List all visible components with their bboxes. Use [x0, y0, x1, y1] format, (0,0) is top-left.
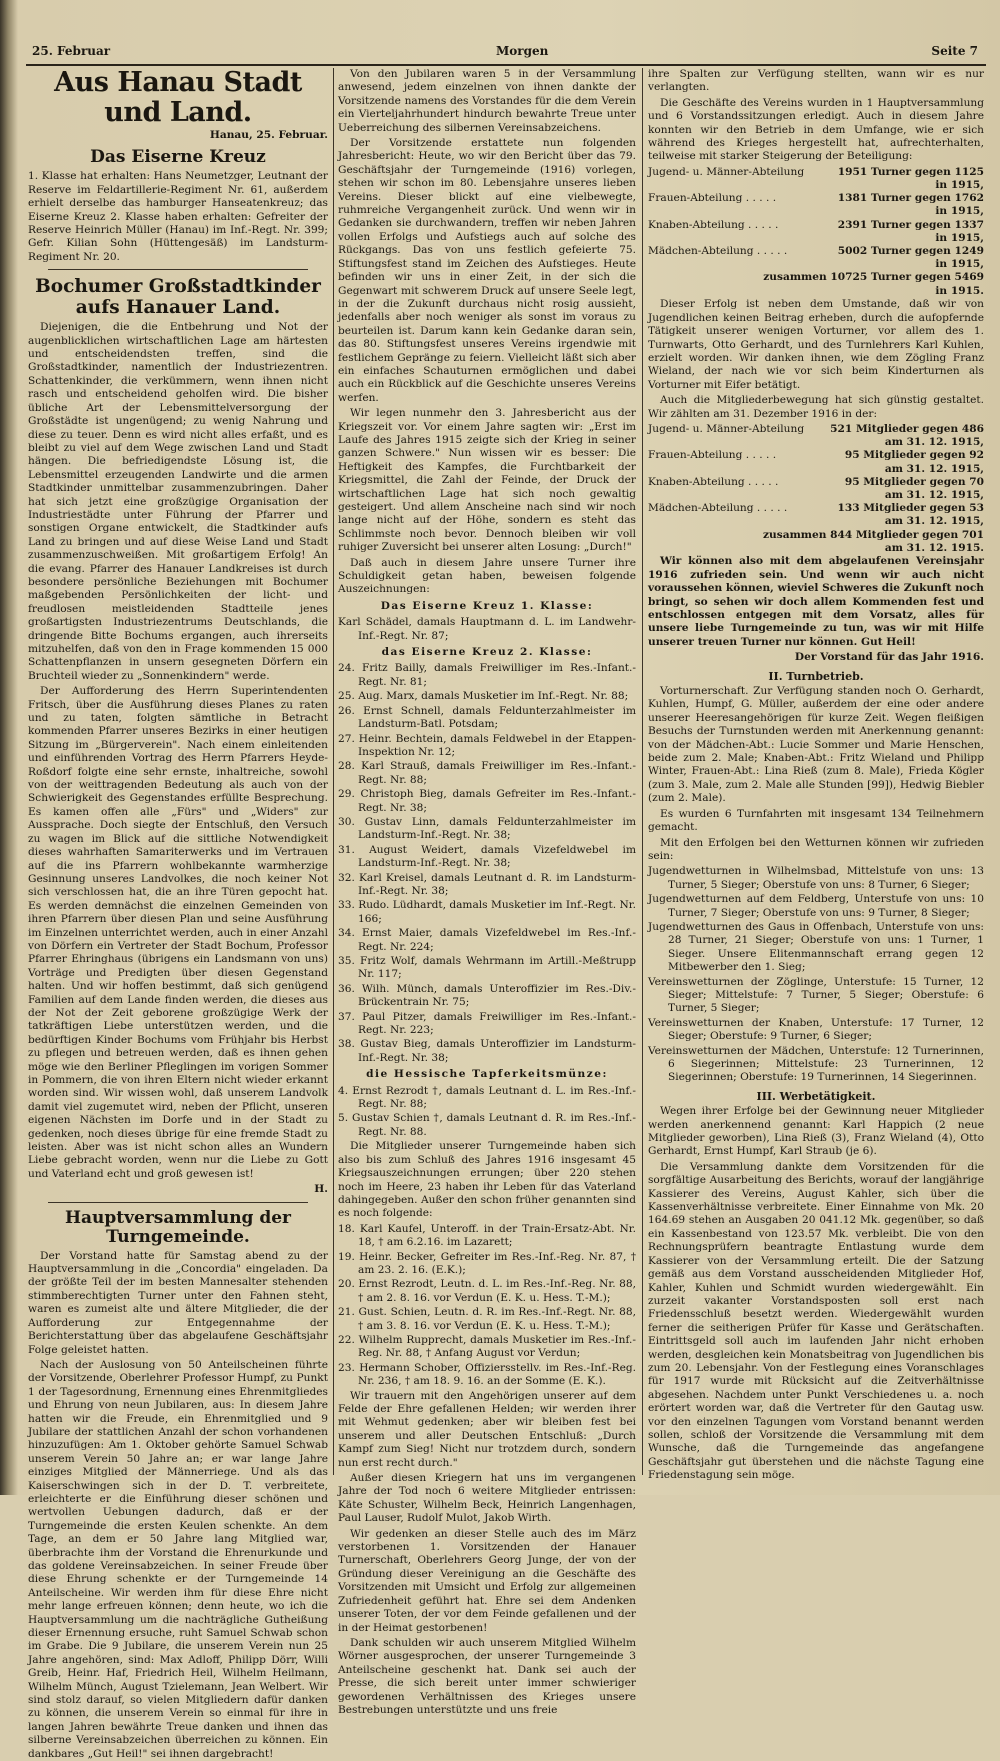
article-text: Von den Jubilaren waren 5 in der Versammlung anwesend, jedem einzelnen von ihnen dankte der Vorsitzende namens des Vorstandes für die dem Verein ein Vierteljahrhundert hindurch bewahrte Treue unter Ueberreichung des silbernen Vereinsabzeichens. [338, 68, 636, 134]
table-cell-note: in 1915, [935, 231, 984, 244]
section-heading-werbetaetigkeit: III. Werbetätigkeit. [756, 1089, 876, 1103]
stats-total-note: in 1915. [935, 284, 984, 297]
article-text: Daß auch in diesem Jahre unsere Turner ihre Schuldigkeit getan haben, beweisen folgende Auszeichnungen: [338, 556, 636, 596]
list-item: 19. Heinr. Becker, Gefreiter im Res.-Inf.-Reg. Nr. 87, † am 23. 2. 16. (E.K.); [338, 1250, 636, 1276]
article-text: Mit den Erfolgen bei den Wetturnen können wir zufrieden sein: [648, 836, 984, 862]
stats-table-mitglieder [648, 423, 984, 529]
table-row [648, 179, 984, 192]
stats-total-note: am 31. 12. 1915. [884, 541, 984, 554]
divider [48, 269, 308, 270]
list-item: Jugendwetturnen auf dem Feldberg, Unterstufe von uns: 10 Turner, 7 Sieger; Oberstufe von uns: 9 Turner, 8 Sieger; [648, 893, 984, 919]
article-text: Nach der Auslosung von 50 Anteilscheinen führte der Vorsitzende, Oberlehrer Professor Humpf, zu Punkt 1 der Tagesordnung, Ernennung eines Ehrenmitgliedes und Ehrung von neun Jubilaren, aus: In diesem Jahre hatten wir die Freude, ein Ehrenmitglied und 9 Jubilare der stattlichen Anzahl der schon vorhandenen hinzuzufügen: Am 1. Oktober gehörte Samuel Schwab unserem Verein 50 Jahre an; er war lange Jahre einziges Mitglied der Männerriege. Und als das Kaiserschwingen sich in der D. T. verbreitete, erleichterte er die Einführung dieser schönen und wertvollen Uebungen dadurch, daß er der Turngemeinde die ersten Keulen schenkte. An dem Tage, an dem er 50 Jahre lang Mitglied war, überbrachte ihm der Vorstand die Ehrenurkunde und das goldene Vereinsabzeichen. In seiner Freude über diese Ehrung schenkte er der Turngemeinde 14 Anteilscheine. Wir werden ihm für diese Ehre nicht mehr lange erfreuen können; denn heute, wo ich die Hauptversammlung um die nachträgliche Gutheißung dieser Ernennung ersuche, ruht Samuel Schwab schon im Grabe. Die 9 Jubilare, die unserem Verein nun 25 Jahre angehören, sind: Max Adloff, Philipp Dörr, Willi Greib, Heinr. Haf, Friedrich Heil, Wilhelm Heilmann, Wilhelm Münch, August Tzielemann, Jean Welbert. Wir sind stolz darauf, so vielen Mitgliedern dafür danken zu können, die unserem Verein so einmal für ihre in langen Jahren bewährte Treue danken und ihnen das silberne Vereinsabzeichen überreichen zu können. Ein dankbares „Gut Heil!" sei ihnen dargebracht! [28, 1358, 328, 1760]
table-cell-note: am 31. 12. 1915, [884, 436, 984, 449]
table-cell-value: 521 Mitglieder gegen 486 [830, 422, 984, 435]
list-item: 26. Ernst Schnell, damals Feldunterzahlmeister im Landsturm-Batl. Potsdam; [338, 704, 636, 731]
header-date: 25. Februar [32, 44, 111, 58]
table-cell-value: 133 Mitglieder gegen 53 [837, 502, 984, 515]
article-text: 1. Klasse hat erhalten: Hans Neumetzger, Leutnant der Reserve im Feldartillerie-Regiment Nr. 61, außerdem erhielt derselbe das hamburger Hanseatenkreuz; das Eiserne Kreuz 2. Klasse haben erhalten: Gefreiter der Reserve Heinrich Müller (Hanau) im Inf.-Regt. Nr. 399; Gefr. Kilian Sohn (Hüttengesäß) im Landsturm-Regiment Nr. 20. [28, 170, 328, 263]
table-cell-label: Frauen-Abteilung . . . . . [648, 449, 777, 462]
table-cell-label: Frauen-Abteilung . . . . . [648, 192, 777, 205]
list-item: 27. Heinr. Bechtein, damals Feldwebel in der Etappen-Inspektion Nr. 12; [338, 732, 636, 758]
dateline: Hanau, 25. Februar. [209, 129, 328, 141]
article-text: Dieser Erfolg ist neben dem Umstande, daß wir von Jugendlichen keinen Beitrag erheben, durch die aufopfernde Tätigkeit unserer wenigen Vorturner, vor allem des 1. Turnwarts, Otto Gerhardt, und des Turnlehrers Karl Kuhlen, erzielt worden. Wir danken ihnen, wie dem Zögling Franz Wieland, der nach wie vor sich beim Kinderturnen als Vorturner mit Eifer betätigt. [648, 298, 984, 391]
table-cell-value: 1951 Turner gegen 1125 [837, 165, 984, 178]
table-cell-value: 1381 Turner gegen 1762 [837, 192, 984, 205]
table-row [648, 192, 984, 205]
table-cell-label: Jugend- u. Männer-Abteilung [648, 165, 805, 178]
table-row [648, 232, 984, 245]
table-cell-note: am 31. 12. 1915, [884, 515, 984, 528]
article-title-turngemeinde: Hauptversammlung der Turngemeinde. [64, 1207, 292, 1247]
list-item: 35. Fritz Wolf, damals Wehrmann im Artill.-Meßtrupp Nr. 117; [338, 955, 636, 981]
table-row [648, 205, 984, 218]
list-item: 23. Hermann Schober, Offiziersstellv. im Res.-Inf.-Reg. Nr. 236, † am 18. 9. 16. an der Somme (E. K.). [338, 1361, 636, 1388]
stats-table-turner [648, 166, 984, 272]
list-item: 30. Gustav Linn, damals Feldunterzahlmeister im Landsturm-Inf.-Regt. Nr. 38; [338, 815, 636, 842]
list-item: 34. Ernst Maier, damals Vizefeldwebel im Res.-Inf.-Regt. Nr. 224; [338, 927, 636, 953]
table-cell-note: in 1915, [935, 179, 984, 192]
table-row [648, 502, 984, 515]
article-title-bochum: Bochumer Großstadtkinder aufs Hanauer Land. [35, 276, 321, 319]
stats-total: zusammen 10725 Turner gegen 5469 [763, 271, 984, 284]
list-item: 18. Karl Kaufel, Unteroff. in der Train-Ersatz-Abt. Nr. 18, † am 6.2.16. im Lazarett; [338, 1222, 636, 1249]
list-item: 38. Gustav Bieg, damals Unteroffizier im Landsturm-Inf.-Regt. Nr. 38; [338, 1038, 636, 1064]
table-cell-label: Jugend- u. Männer-Abteilung [648, 422, 805, 435]
table-cell-note: in 1915, [935, 205, 984, 218]
table-cell-note: am 31. 12. 1915, [884, 462, 984, 475]
table-row [648, 219, 984, 232]
table-row [648, 436, 984, 449]
article-text: Die Mitglieder unserer Turngemeinde haben sich also bis zum Schluß des Jahres 1916 insgesamt 45 Kriegsauszeichnungen errungen; über 220 stehen noch im Heere, 23 haben ihr Leben für das Vaterland dahingegeben. Außer den schon früher genannten sind es noch folgende: [338, 1140, 636, 1220]
list-item: 24. Fritz Bailly, damals Freiwilliger im Res.-Infant.-Regt. Nr. 81; [338, 662, 636, 688]
article-text: Außer diesen Kriegern hat uns im vergangenen Jahre der Tod noch 6 weitere Mitglieder entrissen: Käte Schuster, Wilhelm Beck, Heinrich Langenhagen, Paul Lauser, Rudolf Mulot, Jakob Wirth. [338, 1472, 636, 1525]
stats-total: zusammen 844 Mitglieder gegen 701 [763, 528, 984, 541]
article-text: Die Versammlung dankte dem Vorsitzenden für die sorgfältige Ausarbeitung des Berichts, worauf der langjährige Kassierer des Vereins, August Kahler, sich über die Kassenverhältnisse verbreitete. Einer Einnahme von Mk. 20 164.69 stehen an Ausgaben 20 041.12 Mk. gegenüber, so daß ein Kassenbestand von 123.57 Mk. verbleibt. Die von den Rechnungsprüfern beantragte Entlastung wurde dem Kassierer von der Versammlung erteilt. Die der Satzung gemäß aus dem Vorstand ausscheidenden Mitglieder Hof, Kahler, Kuhlen und Schmidt wurden wiedergewählt. Ein zurzeit vakanter Vorstandsposten soll erst nach Friedensschluß besetzt werden. Wiedergewählt wurden ferner die seitherigen Prüfer für Kasse und Gerätschaften. Eintrittsgeld soll auch im laufenden Jahr nicht erhoben werden, desgleichen kein Monatsbeitrag von Jugendlichen bis zum 20. Lebensjahr. Von der Festlegung eines Voranschlages für 1917 wurde mit Rücksicht auf die Zeitverhältnisse abgesehen. Nachdem unter Punkt Verschiedenes u. a. noch erörtert worden war, daß die Vertreter für den Gautag usw. vor den einzelnen Tagungen vom Vorstand benannt werden sollen, schloß der Vorsitzende die Versammlung mit dem Wunsche, daß die Turngemeinde das angefangene Geschäftsjahr gut überstehen und die nächste Tagung eine Friedenstagung sein möge. [648, 1160, 984, 1482]
article-text: Wir trauern mit den Angehörigen unserer auf dem Felde der Ehre gefallenen Helden; wir werden ihrer mit Wehmut gedenken; aber wir bleiben fest bei unserem und aller Deutschen Entschluß: „Durch Kampf zum Sieg! Nicht nur trotzdem durch, sondern nun erst recht durch." [338, 1389, 636, 1469]
article-text: Vorturnerschaft. Zur Verfügung standen noch O. Gerhardt, Kuhlen, Humpf, G. Müller, außerdem der eine oder andere unserer Heeresangehörigen für kurze Zeit. Wegen fleißigen Besuchs der Turnstunden werden mit Anerkennung genannt: von der Mädchen-Abt.: Lucie Sommer und Marie Henschen, beide zum 2. Male; Knaben-Abt.: Fritz Wieland und Philipp Winter, Frauen-Abt.: Lina Rieß (zum 8. Male), Frieda Kögler (zum 3. Male, zum 2. Male alle Stunden [99]), Hedwig Biebler (zum 2. Male). [648, 685, 984, 805]
section-masthead: Aus Hanau Stadt und Land. [54, 67, 302, 128]
list-item: Karl Schädel, damals Hauptmann d. L. im Landwehr-Inf.-Regt. Nr. 87; [338, 616, 636, 642]
article-text: Auch die Mitgliederbewegung hat sich günstig gestaltet. Wir zählten am 31. Dezember 1916 in der: [648, 394, 984, 420]
header-page-number: Seite 7 [931, 44, 978, 58]
award-list [338, 662, 636, 1065]
table-cell-value: 95 Mitglieder gegen 92 [844, 449, 984, 462]
table-row [648, 166, 984, 179]
list-item: 33. Rudo. Lüdhardt, damals Musketier im Inf.-Regt. Nr. 166; [338, 899, 636, 925]
list-item: Vereinswetturnen der Knaben, Unterstufe: 17 Turner, 12 Sieger; Oberstufe: 9 Turner, 6 Sieger; [648, 1016, 984, 1043]
table-cell-value: 5002 Turner gegen 1249 [837, 245, 984, 258]
page-header [26, 40, 986, 66]
list-item: Vereinswetturnen der Zöglinge, Unterstufe: 15 Turner, 12 Sieger; Mittelstufe: 7 Turner, 5 Sieger; Oberstufe: 6 Turner, 5 Sieger; [648, 975, 984, 1015]
column-1 [28, 67, 328, 1760]
column-3 [648, 68, 984, 1482]
table-cell-value: 95 Mitglieder gegen 70 [844, 475, 984, 488]
article-text: Die Geschäfte des Vereins wurden in 1 Hauptversammlung und 6 Vorstandssitzungen erledigt. Auch in diesem Jahre konnten wir den Betrieb in dem Umfange, wie er sich während des Krieges hergestellt hat, aufrechterhalten, teilweise mit starker Steigerung der Beteiligung: [648, 96, 984, 163]
column-separator [333, 68, 334, 1475]
article-text: Der Vorstand hatte für Samstag abend zu der Hauptversammlung in die „Concordia" eingeladen. Da der größte Teil der im besten Mannesalter stehenden stimmberechtigten Turner unter den Fahnen steht, waren es zumeist alte und ältere Mitglieder, die der Aufforderung zur Entgegennahme der Berichterstattung über das abgelaufene Geschäftsjahr Folge geleistet hatten. [28, 1249, 328, 1356]
table-cell-label: Mädchen-Abteilung . . . . . [648, 502, 788, 515]
award-heading: das Eiserne Kreuz 2. Klasse: [381, 646, 593, 659]
column-2 [338, 68, 636, 1716]
table-cell-note: in 1915, [935, 258, 984, 271]
list-item: 5. Gustav Schien †, damals Leutnant d. R. im Res.-Inf.-Regt. Nr. 88. [338, 1112, 636, 1138]
article-text: Es wurden 6 Turnfahrten mit insgesamt 134 Teilnehmern gemacht. [648, 807, 984, 834]
fallen-list [338, 1223, 636, 1389]
list-item: 37. Paul Pitzer, damals Freiwilliger im Res.-Infant.-Regt. Nr. 223; [338, 1010, 636, 1037]
table-row [648, 515, 984, 528]
table-cell-value: 2391 Turner gegen 1337 [837, 218, 984, 231]
table-row [648, 245, 984, 258]
article-text: Wir können also mit dem abgelaufenen Vereinsjahr 1916 zufrieden sein. Und wenn wir auch nicht voraussehen können, wieviel Schweres die Zukunft noch bringt, so sehen wir doch allem Kommenden fest und entschlossen entgegen mit dem Vorsatz, alles für unsere liebe Turngemeinde zu tun, was wir mit Hilfe unserer treuen Turner nur können. Gut Heil! [648, 555, 984, 648]
section-heading-turnbetrieb: II. Turnbetrieb. [768, 669, 864, 683]
list-item: 32. Karl Kreisel, damals Leutnant d. R. im Landsturm-Inf.-Regt. Nr. 38; [338, 871, 636, 897]
article-text: Wegen ihrer Erfolge bei der Gewinnung neuer Mitglieder werden anerkennend genannt: Karl Happich (2 neue Mitglieder geworben), Lina Rieß (3), Franz Wieland (4), Otto Gerhardt, Ernst Humpf, Karl Straub (je 6). [648, 1105, 984, 1158]
list-item: 20. Ernst Rezrodt, Leutn. d. L. im Res.-Inf.-Reg. Nr. 88, † am 2. 8. 16. vor Verdun (E. K. u. Hess. T.-M.); [338, 1278, 636, 1304]
article-text: Dank schulden wir auch unserem Mitglied Wilhelm Wörner ausgesprochen, der unserer Turngemeinde 3 Anteilscheine geschenkt hat. Dank sei auch der Presse, die sich bereit unter immer schwieriger gewordenen Verhältnissen des Krieges unsere Bestrebungen unterstützte und uns freie [338, 1636, 636, 1716]
list-item: 28. Karl Strauß, damals Freiwilliger im Res.-Infant.-Regt. Nr. 88; [338, 760, 636, 786]
table-row [648, 489, 984, 502]
article-text: ihre Spalten zur Verfügung stellten, wann wir es nur verlangten. [648, 68, 984, 94]
list-item: 25. Aug. Marx, damals Musketier im Inf.-Regt. Nr. 88; [338, 690, 629, 703]
list-item: Jugendwetturnen in Wilhelmsbad, Mittelstufe von uns: 13 Turner, 5 Sieger; Oberstufe von uns: 8 Turner, 6 Sieger; [648, 865, 984, 891]
list-item: 29. Christoph Bieg, damals Gefreiter im Res.-Infant.-Regt. Nr. 38; [338, 788, 636, 814]
article-text: Diejenigen, die die Entbehrung und Not der augenblicklichen wirtschaftlichen Lage am härtesten und entscheidendsten treffen, sind die Großstadtkinder, namentlich der Industriezentren. Schattenkinder, die verkümmern, wenn ihnen nicht rasch und entscheidend geholfen wird. Die bisher übliche Art der Lebensmittelversorgung der Großstädte ist ungenügend; zu wenig Nahrung und diese zu teuer. Denn es wird nicht alles erfaßt, und es bleibt zu viel auf dem Wege zwischen Land und Stadt hängen. Die befriedigendste Lösung ist, die Lebensmittel erzeugenden Landwirte und die armen Stadtkinder unmittelbar zusammenzubringen. Daher hat sich jetzt eine großzügige Organisation der Industriestädte unter Führung der Pfarrer und sonstigen Organe entwickelt, die Stadtkinder aufs Land zu bringen und auf diese Weise Land und Stadt zusammenzuschweißen. Mit großartigem Erfolg! An die evang. Pfarrer des Hanauer Landkreises ist durch besondere persönliche Beziehungen mit Bochumer maßgebenden Persönlichkeiten der licht- und freudlosen meistleidenden Stadtteile jenes großartigsten Industriezentrums Deutschlands, die dringende Bitte Bochums ergangen, auch ihrerseits mitzuhelfen, daß von den in Frage kommenden 15 000 Schattenpflanzen in unsern gesegneten Dörfern ein Bruchteil wieder zu „Sonnenkindern" werde. [28, 321, 328, 682]
table-cell-label: Mädchen-Abteilung . . . . . [648, 245, 788, 258]
list-item: 4. Ernst Rezrodt †, damals Leutnant d. L. im Res.-Inf.-Regt. Nr. 88; [338, 1084, 636, 1111]
article-text: Wir legen nunmehr den 3. Jahresbericht aus der Kriegszeit vor. Vor einem Jahre sagten wir: „Erst im Laufe des Jahres 1915 zeigte sich der Krieg in seiner ganzen Schwere." Nun wissen wir es besser: Die Heftigkeit des Kampfes, die Furchtbarkeit der Kriegsmittel, die Zahl der Feinde, der Druck der wirtschaftlichen Lage hat sich noch gewaltig gesteigert. Und allem Anscheine nach sind wir noch lange nicht auf der Höhe, sondern es steht das Schlimmste noch bevor. Dennoch bleiben wir voll ruhiger Zuversicht bei unserer alten Losung: „Durch!" [338, 407, 636, 554]
article-signature: H. [314, 1183, 328, 1196]
table-cell-note: am 31. 12. 1915, [884, 488, 984, 501]
table-row [648, 423, 984, 436]
table-row [648, 476, 984, 489]
divider [48, 1202, 308, 1203]
table-row [648, 463, 984, 476]
header-center: Morgen [496, 44, 549, 58]
table-row [648, 449, 984, 462]
column-separator [642, 68, 643, 1475]
list-item: 22. Wilhelm Rupprecht, damals Musketier im Res.-Inf.-Reg. Nr. 88, † Anfang August vor Verdun; [338, 1333, 636, 1360]
article-title-eisernes-kreuz: Das Eiserne Kreuz [90, 147, 266, 168]
list-item: 31. August Weidert, damals Vizefeldwebel im Landsturm-Inf.-Regt. Nr. 38; [338, 843, 636, 870]
table-cell-label: Knaben-Abteilung . . . . . [648, 218, 779, 231]
list-item: Jugendwetturnen des Gaus in Offenbach, Unterstufe von uns: 28 Turner, 21 Sieger; Oberstufe von uns: 1 Turner, 1 Sieger. Unsere Elitenmannschaft errang gegen 12 Mitbewerber den 1. Sieg; [648, 920, 984, 974]
article-text: Der Aufforderung des Herrn Superintendenten Fritsch, über die Ausführung dieses Planes zu raten und zu taten, folgten sämtliche in Betracht kommenden Pfarrer unseres Bezirks in einer heutigen Sitzung im „Bürgerverein". Nach einem einleitenden und einführenden Vortrag des Herrn Pfarrers Heyde-Roßdorf folgte eine sehr ernste, inhaltreiche, sowohl von der weittragenden Bedeutung als auch von der Schwierigkeit des Gegenstandes erfüllte Besprechung. Es kamen offen alle „Fürs" und „Widers" zur Aussprache. Doch siegte der Entschluß, den Versuch zu wagen im Blick auf die sittliche Notwendigkeit dieses wahrhaften Samariterwerks und im Vertrauen auf die ins Pfarrern wohlbekannte warmherzige Gesinnung unseres Landvolkes, die noch keiner Not sich verschlossen hat, die an ihre Türen gepocht hat. Es werden demnächst die einzelnen Gemeinden von ihren Pfarrern über diesen Plan und seine Ausführung im Einzelnen unterrichtet werden, auch in einer Anzahl von Dörfern ein Vertreter der Stadt Bochum, Professor Pfarrer Ehringhaus (übrigens ein Landsmann von uns) Vorträge und Predigten über diesen Gegenstand halten. Und wir hoffen bestimmt, daß sich genügend Familien auf dem Lande finden werden, die dieses aus der Not der Zeit geborene großzügige Werk der tatkräftigen Liebe unterstützen werden, und die bedürftigen Kinder Bochums vom Frühjahr bis Herbst zu pflegen und betreuen werden, daß es ihnen gehen möge wie den Berliner Pfleglingen im vorigen Sommer in Pommern, die von ihren Eltern nicht wieder erkannt worden sind. Wir wissen wohl, daß unserem Landvolk damit viel zugemutet wird, neben der Pflicht, unseren eigenen Nächsten im Dorfe und in der Stadt zu gedenken, noch dieses übrige für eine fremde Stadt zu leisten. Aber was ist nicht schon alles an Wundern Liebe gebracht worden, wenn nur die Liebe zu Gott und Vaterland echt und groß gewesen ist! [28, 685, 328, 1180]
article-text: Der Vorsitzende erstattete nun folgenden Jahresbericht: Heute, wo wir den Bericht über das 79. Geschäftsjahr der Turngemeinde (1916) vorlegen, stehen wir schon im 80. Lebensjahre unseres lieben Vereins. Dieser blickt auf eine vielbewegte, ruhmreiche Vergangenheit zurück. Und wenn wir in Gedanken sie durchwandern, treffen wir neben Jahren vollen Erfolgs und Aufstiegs auch auf solche des Rückgangs. Das von uns festlich gefeierte 75. Stiftungsfest stand im Zeichen des Aufstieges. Heute befinden wir uns in einer Zeit, in der sich die Gegenwart mit schwerem Druck auf unsere Seele legt, in der die Zukunft durchaus nicht rosig aussieht, jedenfalls aber noch weniger als sonst im voraus zu beurteilen ist. Darum kann kein Gedanke daran sein, das 80. Stiftungsfest unseres Vereins irgendwie mit festlichem Gepränge zu feiern. Vielleicht läßt sich aber ein einfaches Schauturnen ermöglichen und dabei auch ein Rückblick auf die Geschichte unseres Vereins werfen. [338, 137, 636, 404]
list-item: Vereinswetturnen der Mädchen, Unterstufe: 12 Turnerinnen, 6 Siegerinnen; Mittelstufe: 23 Turnerinnen, 12 Siegerinnen; Oberstufe: 19 Turnerinnen, 14 Siegerinnen. [648, 1044, 984, 1084]
article-signature: Der Vorstand für das Jahr 1916. [794, 651, 984, 664]
contest-list [648, 865, 984, 1085]
award-heading: Das Eiserne Kreuz 1. Klasse: [380, 599, 594, 612]
list-item: 36. Wilh. Münch, damals Unteroffizier im Res.-Div.-Brückentrain Nr. 75; [338, 982, 636, 1009]
award-heading: die Hessische Tapferkeitsmünze: [366, 1068, 608, 1081]
list-item: 21. Gust. Schien, Leutn. d. R. im Res.-Inf.-Regt. Nr. 88, † am 3. 8. 16. vor Verdun (E. K. u. Hess. T.-M.); [338, 1306, 636, 1332]
article-text: Wir gedenken an dieser Stelle auch des im März verstorbenen 1. Vorsitzenden der Hanauer Turnerschaft, Oberlehrers Georg Junge, der von der Gründung dieser Vereinigung an die Geschäfte des Vorsitzenden mit Umsicht und Erfolg zur allgemeinen Zufriedenheit geführt hat. Ehre sei dem Andenken unserer Toten, der vor dem Feinde gefallenen und der in der Heimat gestorbenen! [338, 1527, 636, 1634]
table-cell-label: Knaben-Abteilung . . . . . [648, 475, 779, 488]
table-row [648, 258, 984, 271]
